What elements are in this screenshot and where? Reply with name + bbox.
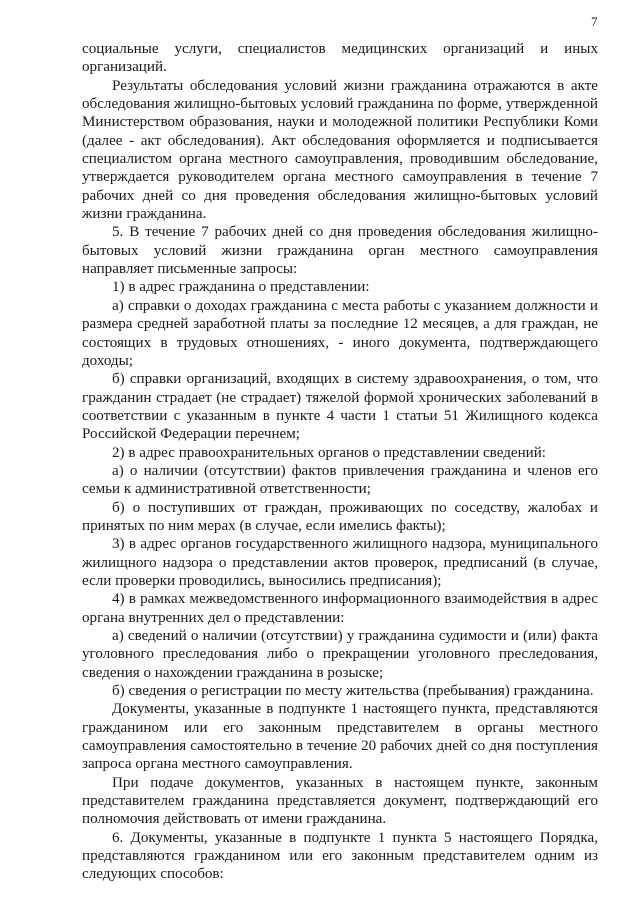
paragraph-item-5: 5. В течение 7 рабочих дней со дня проведения обследования жилищно-бытовых условий жизни гражданина орган местного самоуправления направляет письменные запросы: xyxy=(82,224,598,278)
paragraph-item-5-2-b: б) о поступивших от граждан, проживающих по соседству, жалобах и принятых по ним мерах (в случае, если имелись факты); xyxy=(82,499,598,534)
paragraph-continuation: социальные услуги, специалистов медицинских организаций и иных организаций. xyxy=(82,41,598,76)
paragraph-item-5-2: 2) в адрес правоохранительных органов о представлении сведений: xyxy=(112,444,547,461)
paragraph-item-5-3: 3) в адрес органов государственного жилищного надзора, муниципального жилищного надзора о представлении актов проверок, предписаний (в случае, если проверки проводились, выносились предписания); xyxy=(82,536,598,589)
paragraph-item-5-1: 1) в адрес гражданина о представлении: xyxy=(112,279,370,296)
paragraph-item-5-4-b: б) сведения о регистрации по месту жительства (пребывания) гражданина. xyxy=(112,683,594,700)
paragraph-representative: При подаче документов, указанных в настоящем пункте, законным представителем гражданина представляется документ, подтверждающий его полномочия действовать от имени гражданина. xyxy=(82,774,598,828)
paragraph-inspection-act: Результаты обследования условий жизни гражданина отражаются в акте обследования жилищно-бытовых условий гражданина по форме, утвержденной Министерством образования, науки и молодежной политики Республики Коми (далее - акт обследования). Акт обследования оформляется и подписывается специалистом органа местного самоуправления, проводившим обследование, утверждается руководителем органа местного самоуправления в течение 7 рабочих дней со дня проведения обследования жилищно-бытовых условий жизни гражданина. xyxy=(82,77,598,223)
document-body xyxy=(82,40,598,884)
paragraph-item-5-4-a: а) сведений о наличии (отсутствии) у гражданина судимости и (или) факта уголовного преследования либо о прекращении уголовного преследования, сведения о нахождении гражданина в розыске; xyxy=(82,628,598,681)
paragraph-item-6: 6. Документы, указанные в подпункте 1 пункта 5 настоящего Порядка, представляются гражданином или его законным представителем одним из следующих способов: xyxy=(82,829,598,883)
paragraph-documents-submission: Документы, указанные в подпункте 1 настоящего пункта, представляются гражданином или его законным представителем в органы местного самоуправления самостоятельно в течение 20 рабочих дней со дня поступления запроса органа местного самоуправления. xyxy=(82,701,598,773)
page-number: 7 xyxy=(591,14,598,29)
paragraph-item-5-1-a: а) справки о доходах гражданина с места работы с указанием должности и размера средней заработной платы за последние 12 месяцев, а для граждан, не состоящих в трудовых отношениях, - иного документа, подтверждающего доходы; xyxy=(82,297,598,369)
paragraph-item-5-1-b: б) справки организаций, входящих в систему здравоохранения, о том, что гражданин страдает (не страдает) тяжелой формой хронических заболеваний в соответствии с указанным в пункте 4 части 1 статьи 51 Жилищного кодекса Российской Федерации перечнем; xyxy=(82,371,598,443)
paragraph-item-5-4: 4) в рамках межведомственного информационного взаимодействия в адрес органа внутренних дел о представлении: xyxy=(82,591,598,626)
paragraph-item-5-2-a: а) о наличии (отсутствии) фактов привлечения гражданина и членов его семьи к административной ответственности; xyxy=(82,462,598,498)
